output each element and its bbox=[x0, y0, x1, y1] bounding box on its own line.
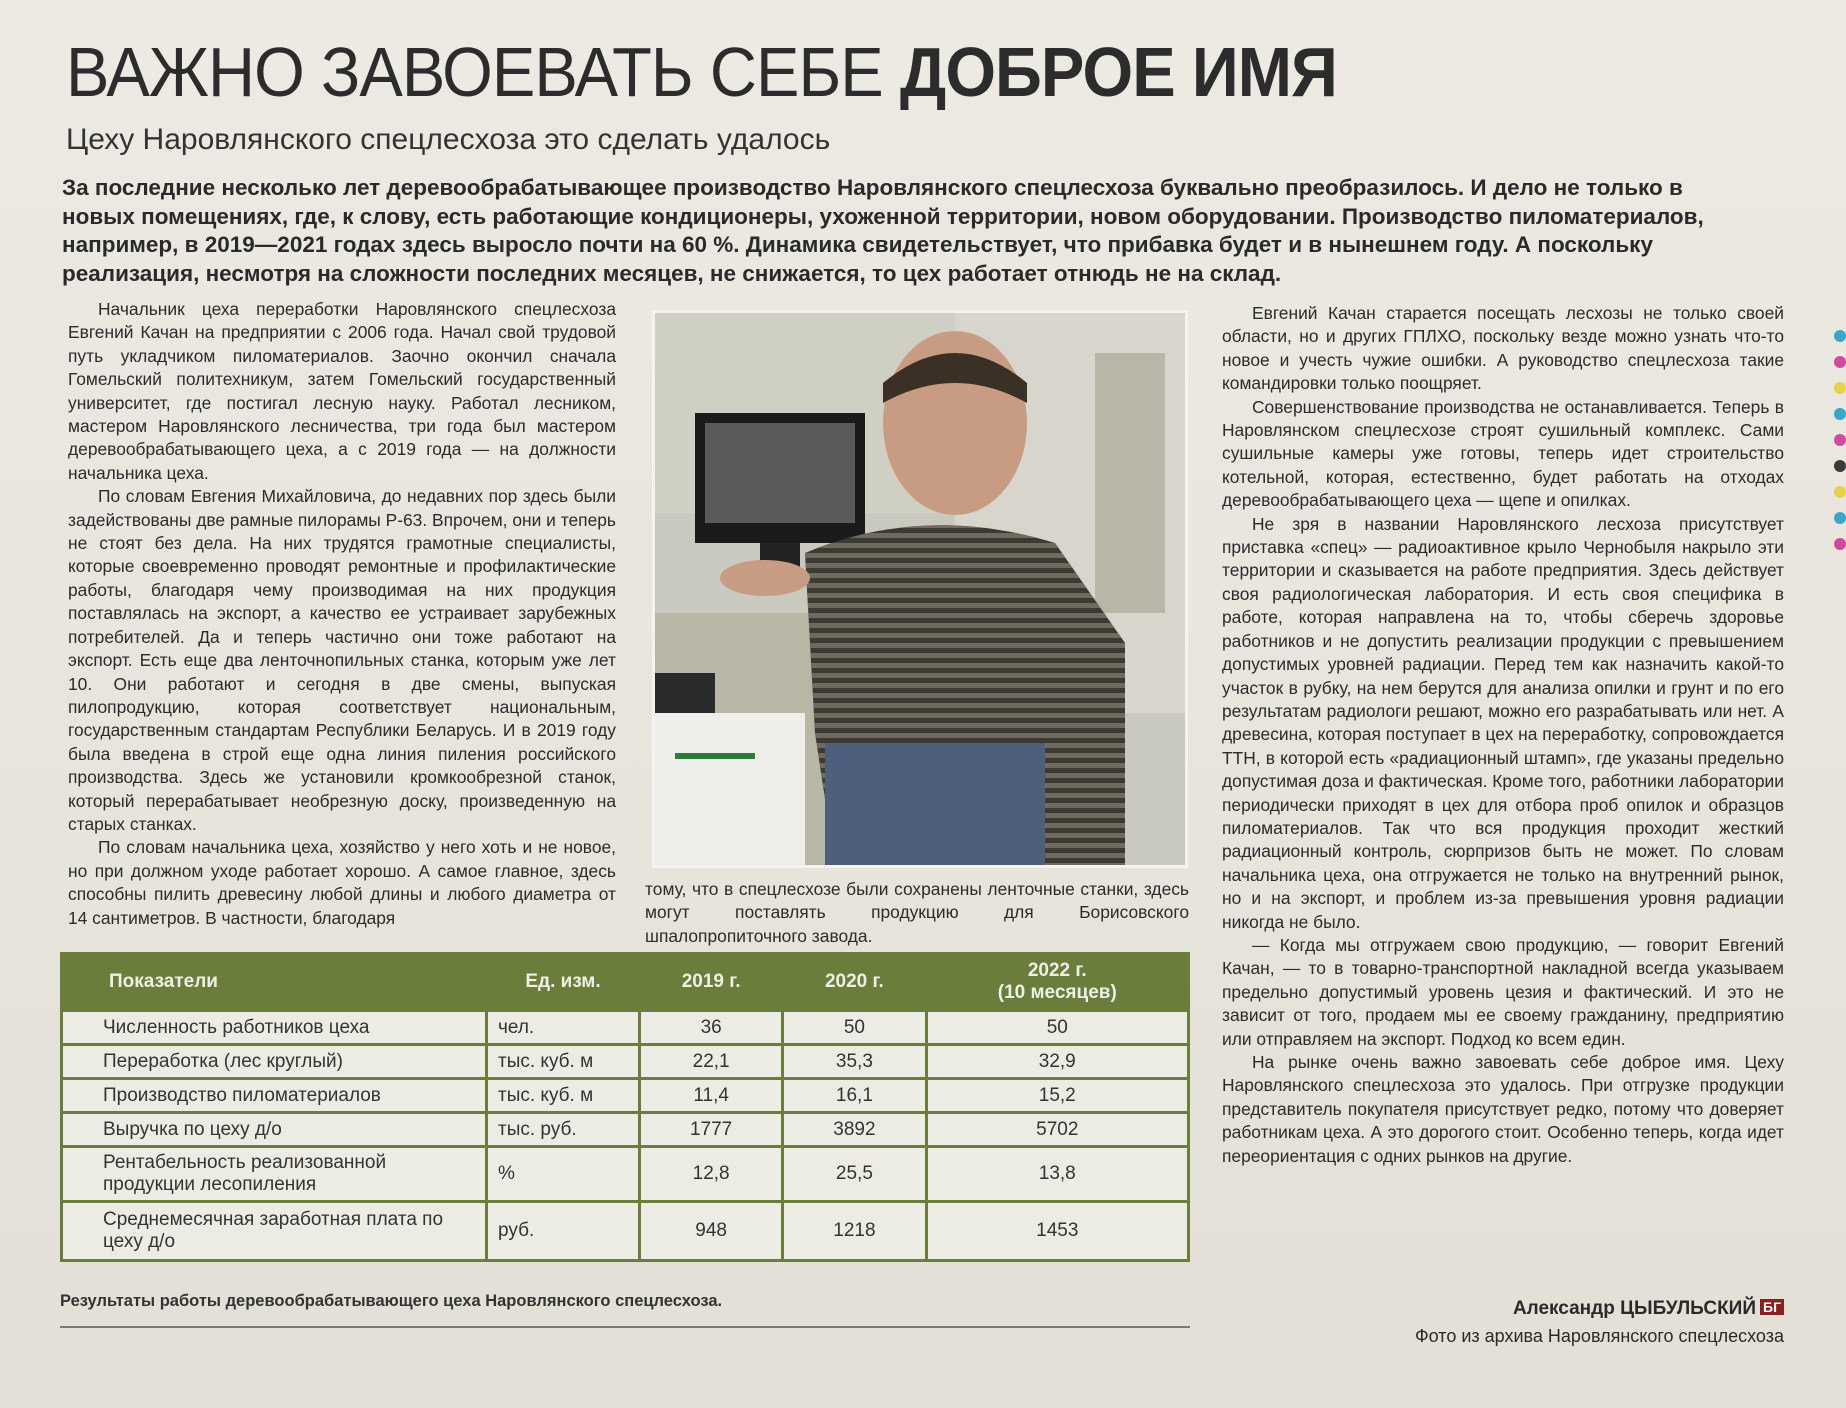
left-column bbox=[68, 298, 616, 930]
cell-2019: 11,4 bbox=[641, 1080, 781, 1111]
right-paragraph: Евгений Качан старается посещать лесхозы не только своей области, но и других ГПЛХО, поскольку везде можно узнать что-то новое и учесть чужие ошибки. А руководство спецлесхоза такие командировки только поощряет. bbox=[1222, 303, 1784, 394]
header-unit: Ед. изм. bbox=[488, 955, 638, 1009]
table-row bbox=[63, 1012, 1187, 1043]
cell-indicator: Переработка (лес круглый) bbox=[63, 1046, 485, 1077]
left-paragraph: По словам начальника цеха, хозяйство у него хоть и не новое, но при должном уходе работает хорошо. А самое главное, здесь способны пилить древесину любой длины и любого диаметра от 14 сантиметров. В частности, благодаря bbox=[68, 837, 616, 928]
cell-unit: тыс. руб. bbox=[488, 1114, 638, 1145]
cell-indicator: Среднемесячная заработная плата по цеху д/о bbox=[63, 1203, 485, 1259]
stats-table bbox=[60, 952, 1190, 1262]
headline bbox=[66, 30, 1647, 114]
cell-2019: 22,1 bbox=[641, 1046, 781, 1077]
cell-2020: 35,3 bbox=[784, 1046, 924, 1077]
table-row bbox=[63, 1203, 1187, 1259]
left-paragraph: По словам Евгения Михайловича, до недавних пор здесь были задействованы две рамные пилорамы Р-63. Впрочем, они и теперь не стоят без дела. На них трудятся грамотные специалисты, которые своевременно проводят ремонтные и профилактические работы, благодаря чему производимая на них продукция поставлялась на экспорт, а качество ее устраивает зарубежных потребителей. Да и теперь частично они тоже работают на экспорт. Есть еще два ленточнопильных станка, которым уже лет 10. Они работают и сегодня в две смены, выпуская пилопродукцию, которая соответствует национальным, государственным стандартам Республики Беларусь. И в 2019 году была введена в строй еще одна линия пиления российского производства. Здесь же установили кромкообрезной станок, который перерабатывает необрезную доску, произведенную на старых станках. bbox=[68, 486, 616, 834]
publication-logo: БГ bbox=[1760, 1299, 1784, 1315]
stats-table-wrapper bbox=[60, 952, 1190, 1262]
cell-2019: 1777 bbox=[641, 1114, 781, 1145]
cell-2019: 948 bbox=[641, 1203, 781, 1259]
cell-2022: 5702 bbox=[928, 1114, 1187, 1145]
table-row bbox=[63, 1080, 1187, 1111]
print-color-marks bbox=[1820, 330, 1846, 1330]
headline-bold: ДОБРОЕ ИМЯ bbox=[899, 33, 1337, 111]
cell-unit: тыс. куб. м bbox=[488, 1046, 638, 1077]
cell-2022: 32,9 bbox=[928, 1046, 1187, 1077]
cell-2020: 50 bbox=[784, 1012, 924, 1043]
photo-credit: Фото из архива Наровлянского спецлесхоза bbox=[1415, 1326, 1784, 1346]
cell-2022: 13,8 bbox=[928, 1148, 1187, 1200]
cell-unit: % bbox=[488, 1148, 638, 1200]
middle-continuation: тому, что в спецлесхозе были сохранены ленточные станки, здесь могут поставлять продукцию для Борисовского шпалопропиточного завода. bbox=[645, 879, 1189, 946]
table-row bbox=[63, 1046, 1187, 1077]
right-paragraph: Совершенствование производства не останавливается. Теперь в Наровлянском спецлесхозе строят сушильный комплекс. Сами сушильные камеры уже готовы, теперь идет строительство котельной, которая, естественно, будет работать на отходах деревообрабатывающего цеха — щепе и опилках. bbox=[1222, 396, 1784, 511]
header-2022-year: 2022 г. bbox=[1027, 960, 1087, 981]
cell-2020: 1218 bbox=[784, 1203, 924, 1259]
right-paragraph: На рынке очень важно завоевать себе доброе имя. Цеху Наровлянского спецлесхоза это удалось. При отгрузке продукции представитель покупателя присутствует редко, потому что доверяет работникам цеха. А это дорогого стоит. Особенно теперь, когда идет переориентация с одних рынков на другие. bbox=[1222, 1052, 1784, 1166]
right-paragraph: Не зря в названии Наровлянского лесхоза присутствует приставка «спец» — радиоактивное крыло Чернобыля накрыло эти территории и сказывается на работе предприятия. Здесь действует своя радиологическая лаборатория. И есть своя специфика в работе, которая направлена на то, чтобы сберечь здоровье работников и не допустить реализации продукции с превышением допустимых уровней радиации. Перед тем как назначить какой-то участок в рубку, на нем берутся для анализа опилки и грунт и по его результатам радиологи решают, можно его разрабатывать или нет. А древесина, которая поступает в цех на переработку, сопровождается ТТН, в которой есть «радиационный штамп», где указаны предельно допустимая доза и фактическая. Кроме того, работники лаборатории периодически приходят в цех для отбора проб опилок и образцов пиломатериалов. Так что вся продукция проходит жесткий радиационный контроль, сюрпризов быть не может. По словам начальника цеха, она отгружается не только на внутренний рынок, но и на экспорт, и проблем из-за превышения уровня радиации никогда не было. bbox=[1222, 513, 1784, 932]
table-row bbox=[63, 1114, 1187, 1145]
cell-2022: 50 bbox=[928, 1012, 1187, 1043]
divider bbox=[60, 1326, 1190, 1328]
lead-paragraph: За последние несколько лет деревообрабатывающее производство Наровлянского спецлесхоза буквально преобразилось. И дело не только в новых помещениях, где, к слову, есть работающие кондиционеры, ухоженной территории, новом оборудовании. Производство пиломатериалов, например, в 2019—2021 годах здесь выросло почти на 60 %. Динамика свидетельствует, что прибавка будет и в нынешнем году. А поскольку реализация, несмотря на сложности последних месяцев, не снижается, то цех работает отнюдь не на склад. bbox=[62, 175, 1704, 286]
photo-worker-at-desk bbox=[652, 310, 1188, 868]
cell-indicator: Рентабельность реализованной продукции лесопиления bbox=[63, 1148, 485, 1200]
header-indicator: Показатели bbox=[63, 955, 485, 1009]
right-column bbox=[1222, 302, 1784, 1168]
cell-indicator: Производство пиломатериалов bbox=[63, 1080, 485, 1111]
cell-indicator: Выручка по цеху д/о bbox=[63, 1114, 485, 1145]
cell-2019: 36 bbox=[641, 1012, 781, 1043]
cell-2020: 25,5 bbox=[784, 1148, 924, 1200]
cell-2020: 3892 bbox=[784, 1114, 924, 1145]
cell-2022: 1453 bbox=[928, 1203, 1187, 1259]
cell-2022: 15,2 bbox=[928, 1080, 1187, 1111]
header-2022-period: (10 месяцев) bbox=[997, 982, 1117, 1003]
cell-unit: чел. bbox=[488, 1012, 638, 1043]
table-caption: Результаты работы деревообрабатывающего цеха Наровлянского спецлесхоза. bbox=[60, 1292, 723, 1310]
table-header-row bbox=[63, 955, 1187, 1009]
headline-light: ВАЖНО ЗАВОЕВАТЬ СЕБЕ bbox=[66, 33, 900, 111]
header-2022 bbox=[928, 955, 1187, 1009]
header-2019: 2019 г. bbox=[641, 955, 781, 1009]
cell-2019: 12,8 bbox=[641, 1148, 781, 1200]
photo-illustration bbox=[655, 313, 1185, 865]
cell-2020: 16,1 bbox=[784, 1080, 924, 1111]
cell-indicator: Численность работников цеха bbox=[63, 1012, 485, 1043]
cell-unit: руб. bbox=[488, 1203, 638, 1259]
table-row bbox=[63, 1148, 1187, 1200]
header-2020: 2020 г. bbox=[784, 955, 924, 1009]
subheadline: Цеху Наровлянского спецлесхоза это сделать удалось bbox=[66, 123, 831, 156]
left-paragraph: Начальник цеха переработки Наровлянского спецлесхоза Евгений Качан на предприятии с 2006 года. Начал свой трудовой путь укладчиком пиломатериалов. Заочно окончил сначала Гомельский политехникум, затем Гомельский государственный университет, где постигал лесную науку. Работал лесником, мастером Наровлянского лесничества, три года был мастером деревообрабатывающего цеха, а с 2019 года — на должности начальника цеха. bbox=[68, 299, 616, 483]
byline bbox=[1513, 1298, 1784, 1320]
right-paragraph: — Когда мы отгружаем свою продукцию, — говорит Евгений Качан, — то в товарно-транспортной накладной всегда указываем предельно допустимый уровень цезия и фактический. И это не зависит от того, продаем мы ее своему гражданину, предприятию или отправляем на экспорт. Подход ко всем един. bbox=[1222, 934, 1784, 1049]
author-name: Александр ЦЫБУЛЬСКИЙ bbox=[1512, 1298, 1756, 1319]
cell-unit: тыс. куб. м bbox=[488, 1080, 638, 1111]
